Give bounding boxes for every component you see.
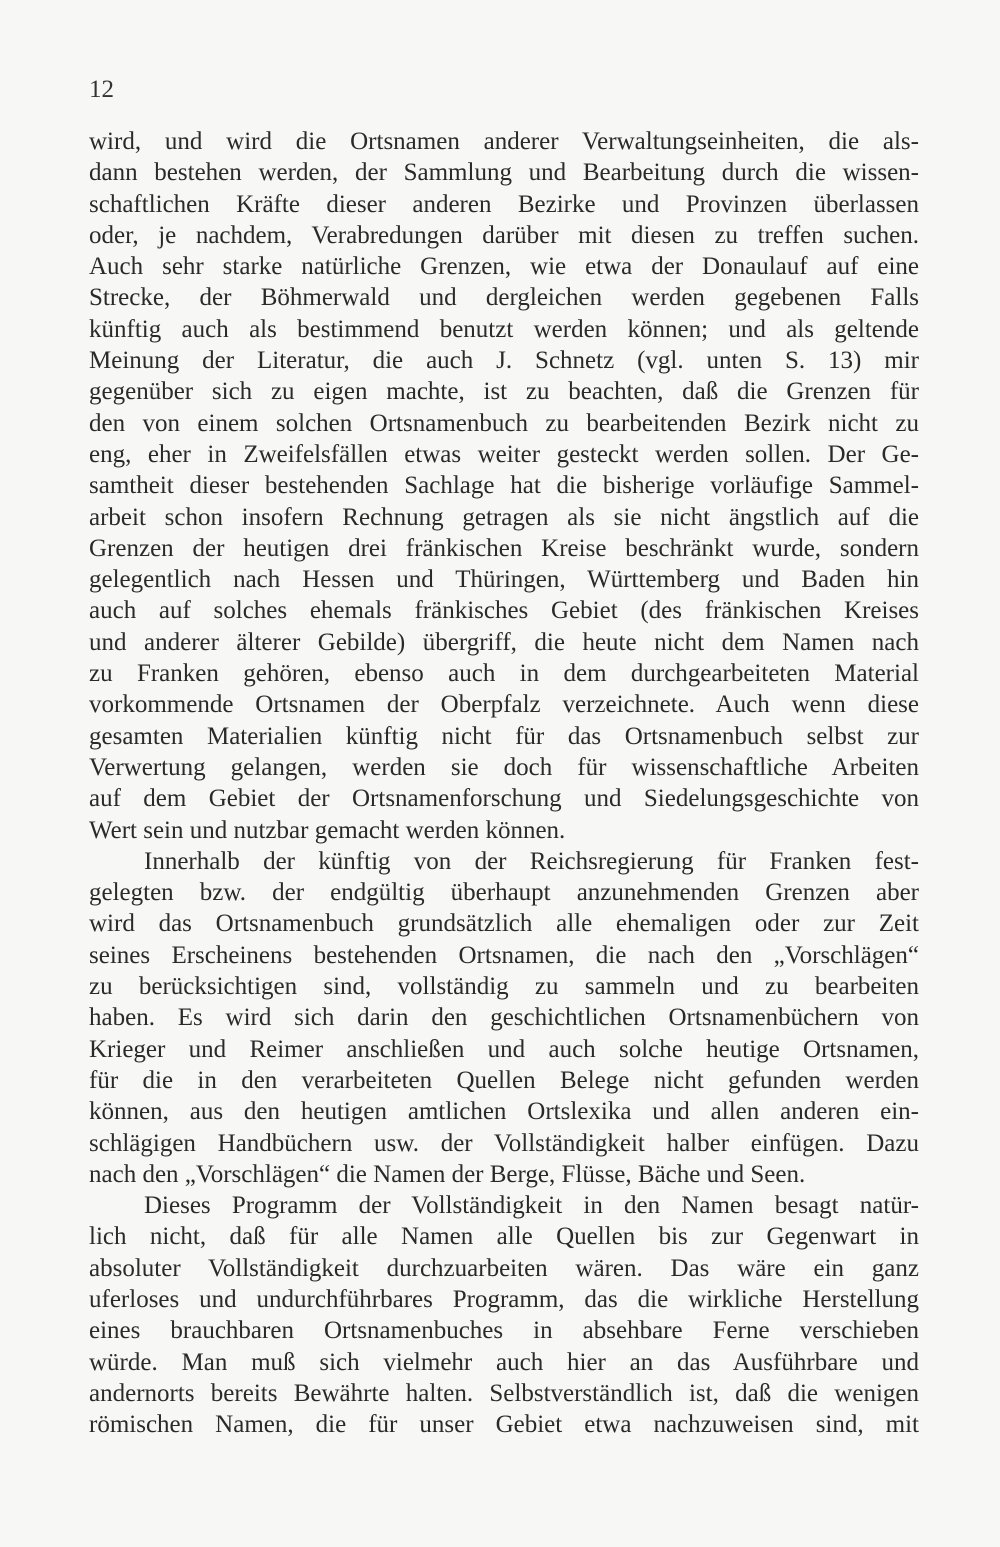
text-line: Auch sehr starke natürliche Grenzen, wie etwa der Donaulauf auf eine — [89, 253, 919, 281]
text-line: und anderer älterer Gebilde) übergriff, die heute nicht dem Namen nach — [89, 628, 919, 656]
text-line: schlägigen Handbüchern usw. der Vollständigkeit halber einfügen. Dazu — [89, 1129, 919, 1157]
text-line: haben. Es wird sich darin den geschichtlichen Ortsnamenbüchern von — [89, 1004, 919, 1032]
text-line: eines brauchbaren Ortsnamenbuches in absehbare Ferne verschieben — [89, 1317, 919, 1345]
text-line: vorkommende Ortsnamen der Oberpfalz verzeichnete. Auch wenn diese — [89, 691, 919, 719]
text-line: Krieger und Reimer anschließen und auch solche heutige Ortsnamen, — [89, 1035, 919, 1063]
text-line: zu berücksichtigen sind, vollständig zu sammeln und zu bearbeiten — [89, 973, 919, 1001]
text-line: uferloses und undurchführbares Programm, das die wirkliche Herstellung — [89, 1285, 919, 1313]
text-line: Grenzen der heutigen drei fränkischen Kreise beschränkt wurde, sondern — [89, 534, 919, 562]
body-text — [89, 126, 919, 1440]
text-line: Innerhalb der künftig von der Reichsregierung für Franken fest- — [144, 847, 919, 875]
text-line: Strecke, der Böhmerwald und dergleichen werden gegebenen Falls — [89, 284, 919, 312]
text-line: andernorts bereits Bewährte halten. Selbstverständlich ist, daß die wenigen — [89, 1379, 919, 1407]
text-line: gesamten Materialien künftig nicht für das Ortsnamenbuch selbst zur — [89, 722, 919, 750]
text-line: würde. Man muß sich vielmehr auch hier an das Ausführbare und — [89, 1348, 919, 1376]
text-line: wird, und wird die Ortsnamen anderer Verwaltungseinheiten, die als- — [89, 128, 919, 155]
text-line: Dieses Programm der Vollständigkeit in den Namen besagt natür- — [144, 1192, 919, 1220]
text-line: den von einem solchen Ortsnamenbuch zu bearbeitenden Bezirk nicht zu — [89, 409, 919, 437]
text-line: seines Erscheinens bestehenden Ortsnamen, die nach den „Vorschlägen“ — [89, 941, 919, 969]
text-line: samtheit dieser bestehenden Sachlage hat die bisherige vorläufige Sammel- — [89, 472, 919, 500]
text-line: Verwertung gelangen, werden sie doch für wissenschaftliche Arbeiten — [89, 753, 919, 781]
text-line: römischen Namen, die für unser Gebiet etwa nachzuweisen sind, mit — [89, 1411, 919, 1439]
text-line: für die in den verarbeiteten Quellen Belege nicht gefunden werden — [89, 1066, 919, 1094]
page-number: 12 — [89, 76, 114, 103]
text-line: oder, je nachdem, Verabredungen darüber mit diesen zu treffen suchen. — [89, 221, 919, 249]
text-line: künftig auch als bestimmend benutzt werden können; und als geltende — [89, 315, 919, 343]
text-line: nach den „Vorschlägen“ die Namen der Berge, Flüsse, Bäche und Seen. — [89, 1160, 806, 1188]
text-line: auf dem Gebiet der Ortsnamenforschung und Siedelungsgeschichte von — [89, 785, 919, 813]
text-line: arbeit schon insofern Rechnung getragen als sie nicht ängstlich auf die — [89, 503, 919, 531]
text-line: Meinung der Literatur, die auch J. Schnetz (vgl. unten S. 13) mir — [89, 347, 919, 375]
text-line: zu Franken gehören, ebenso auch in dem durchgearbeiteten Material — [89, 660, 919, 688]
text-line: gelegentlich nach Hessen und Thüringen, Württemberg und Baden hin — [89, 566, 919, 594]
text-line: absoluter Vollständigkeit durchzuarbeiten wären. Das wäre ein ganz — [89, 1254, 919, 1282]
text-line: gelegten bzw. der endgültig überhaupt anzunehmenden Grenzen aber — [89, 879, 919, 907]
text-line: wird das Ortsnamenbuch grundsätzlich alle ehemaligen oder zur Zeit — [89, 910, 919, 938]
text-line: lich nicht, daß für alle Namen alle Quellen bis zur Gegenwart in — [89, 1223, 919, 1251]
text-line: auch auf solches ehemals fränkisches Gebiet (des fränkischen Kreises — [89, 597, 919, 625]
text-line: schaftlichen Kräfte dieser anderen Bezirke und Provinzen überlassen — [89, 190, 919, 218]
text-line: können, aus den heutigen amtlichen Ortslexika und allen anderen ein- — [89, 1098, 919, 1126]
text-line: dann bestehen werden, der Sammlung und Bearbeitung durch die wissen- — [89, 159, 919, 187]
text-line: eng, eher in Zweifelsfällen etwas weiter gesteckt werden sollen. Der Ge- — [89, 440, 919, 468]
text-line: gegenüber sich zu eigen machte, ist zu beachten, daß die Grenzen für — [89, 378, 919, 406]
text-line: Wert sein und nutzbar gemacht werden können. — [89, 816, 566, 844]
